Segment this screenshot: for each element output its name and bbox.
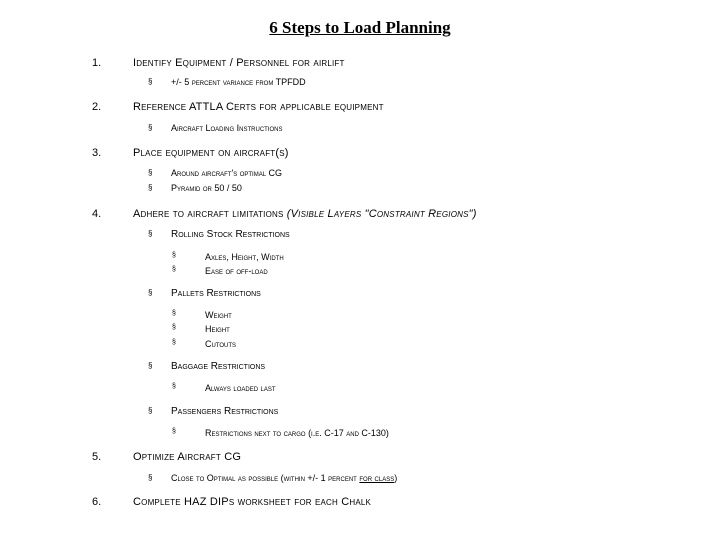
bullet-icon: § xyxy=(148,168,153,177)
sub-item-main: Close to Optimal as possible (within +/- 1 percent xyxy=(171,473,360,483)
step-number: 5. xyxy=(92,451,102,463)
step-number: 2. xyxy=(92,101,102,113)
page-title: 6 Steps to Load Planning xyxy=(269,18,451,37)
bullet-icon: § xyxy=(148,183,153,192)
bullet-icon: § xyxy=(172,266,176,273)
sub-item-underlined: for class xyxy=(359,473,395,483)
sub-item-text: Aircraft Loading Instructions xyxy=(171,123,283,133)
sub-item-end: ) xyxy=(394,473,398,483)
step-heading: Optimize Aircraft CG xyxy=(133,451,242,463)
item-text: Restrictions next to cargo (i.e. C-17 and C-130) xyxy=(205,428,389,438)
step-heading-main: Adhere to aircraft limitations xyxy=(133,208,287,220)
sub-item-text: +/- 5 percent variance from TPFDD xyxy=(171,77,306,87)
bullet-icon: § xyxy=(148,288,153,297)
bullet-icon: § xyxy=(172,324,176,331)
item-text: Ease of off-load xyxy=(205,266,268,276)
step-number: 3. xyxy=(92,147,102,159)
bullet-icon: § xyxy=(148,361,153,370)
bullet-icon: § xyxy=(148,229,153,238)
item-text: Weight xyxy=(205,310,232,320)
step-number: 4. xyxy=(92,208,102,220)
step-heading-italic: (Visible Layers "Constraint Regions") xyxy=(286,208,477,220)
bullet-icon: § xyxy=(172,339,176,346)
group-label: Rolling Stock Restrictions xyxy=(171,229,290,240)
step-heading xyxy=(133,208,477,220)
bullet-icon: § xyxy=(172,383,176,390)
step-heading: Reference ATTLA Certs for applicable equipment xyxy=(133,101,384,113)
bullet-icon: § xyxy=(172,252,176,259)
group-label: Pallets Restrictions xyxy=(171,288,261,299)
step-heading: Identify Equipment / Personnel for airlift xyxy=(133,57,345,69)
bullet-icon: § xyxy=(148,123,153,132)
item-text: Height xyxy=(205,324,230,334)
sub-item-text xyxy=(171,473,397,483)
item-text: Axles, Height, Width xyxy=(205,252,284,262)
step-heading: Complete HAZ DIPs worksheet for each Chalk xyxy=(133,496,372,508)
group-label: Passengers Restrictions xyxy=(171,406,279,417)
step-heading: Place equipment on aircraft(s) xyxy=(133,147,289,159)
item-text: Always loaded last xyxy=(205,383,276,393)
bullet-icon: § xyxy=(148,406,153,415)
bullet-icon: § xyxy=(148,473,153,482)
step-number: 1. xyxy=(92,57,102,69)
bullet-icon: § xyxy=(148,77,153,86)
sub-item-text: Pyramid or 50 / 50 xyxy=(171,183,242,193)
group-label: Baggage Restrictions xyxy=(171,361,266,372)
step-number: 6. xyxy=(92,496,102,508)
sub-item-text: Around aircraft's optimal CG xyxy=(171,168,283,178)
bullet-icon: § xyxy=(172,310,176,317)
item-text: Cutouts xyxy=(205,339,237,349)
bullet-icon: § xyxy=(172,428,176,435)
